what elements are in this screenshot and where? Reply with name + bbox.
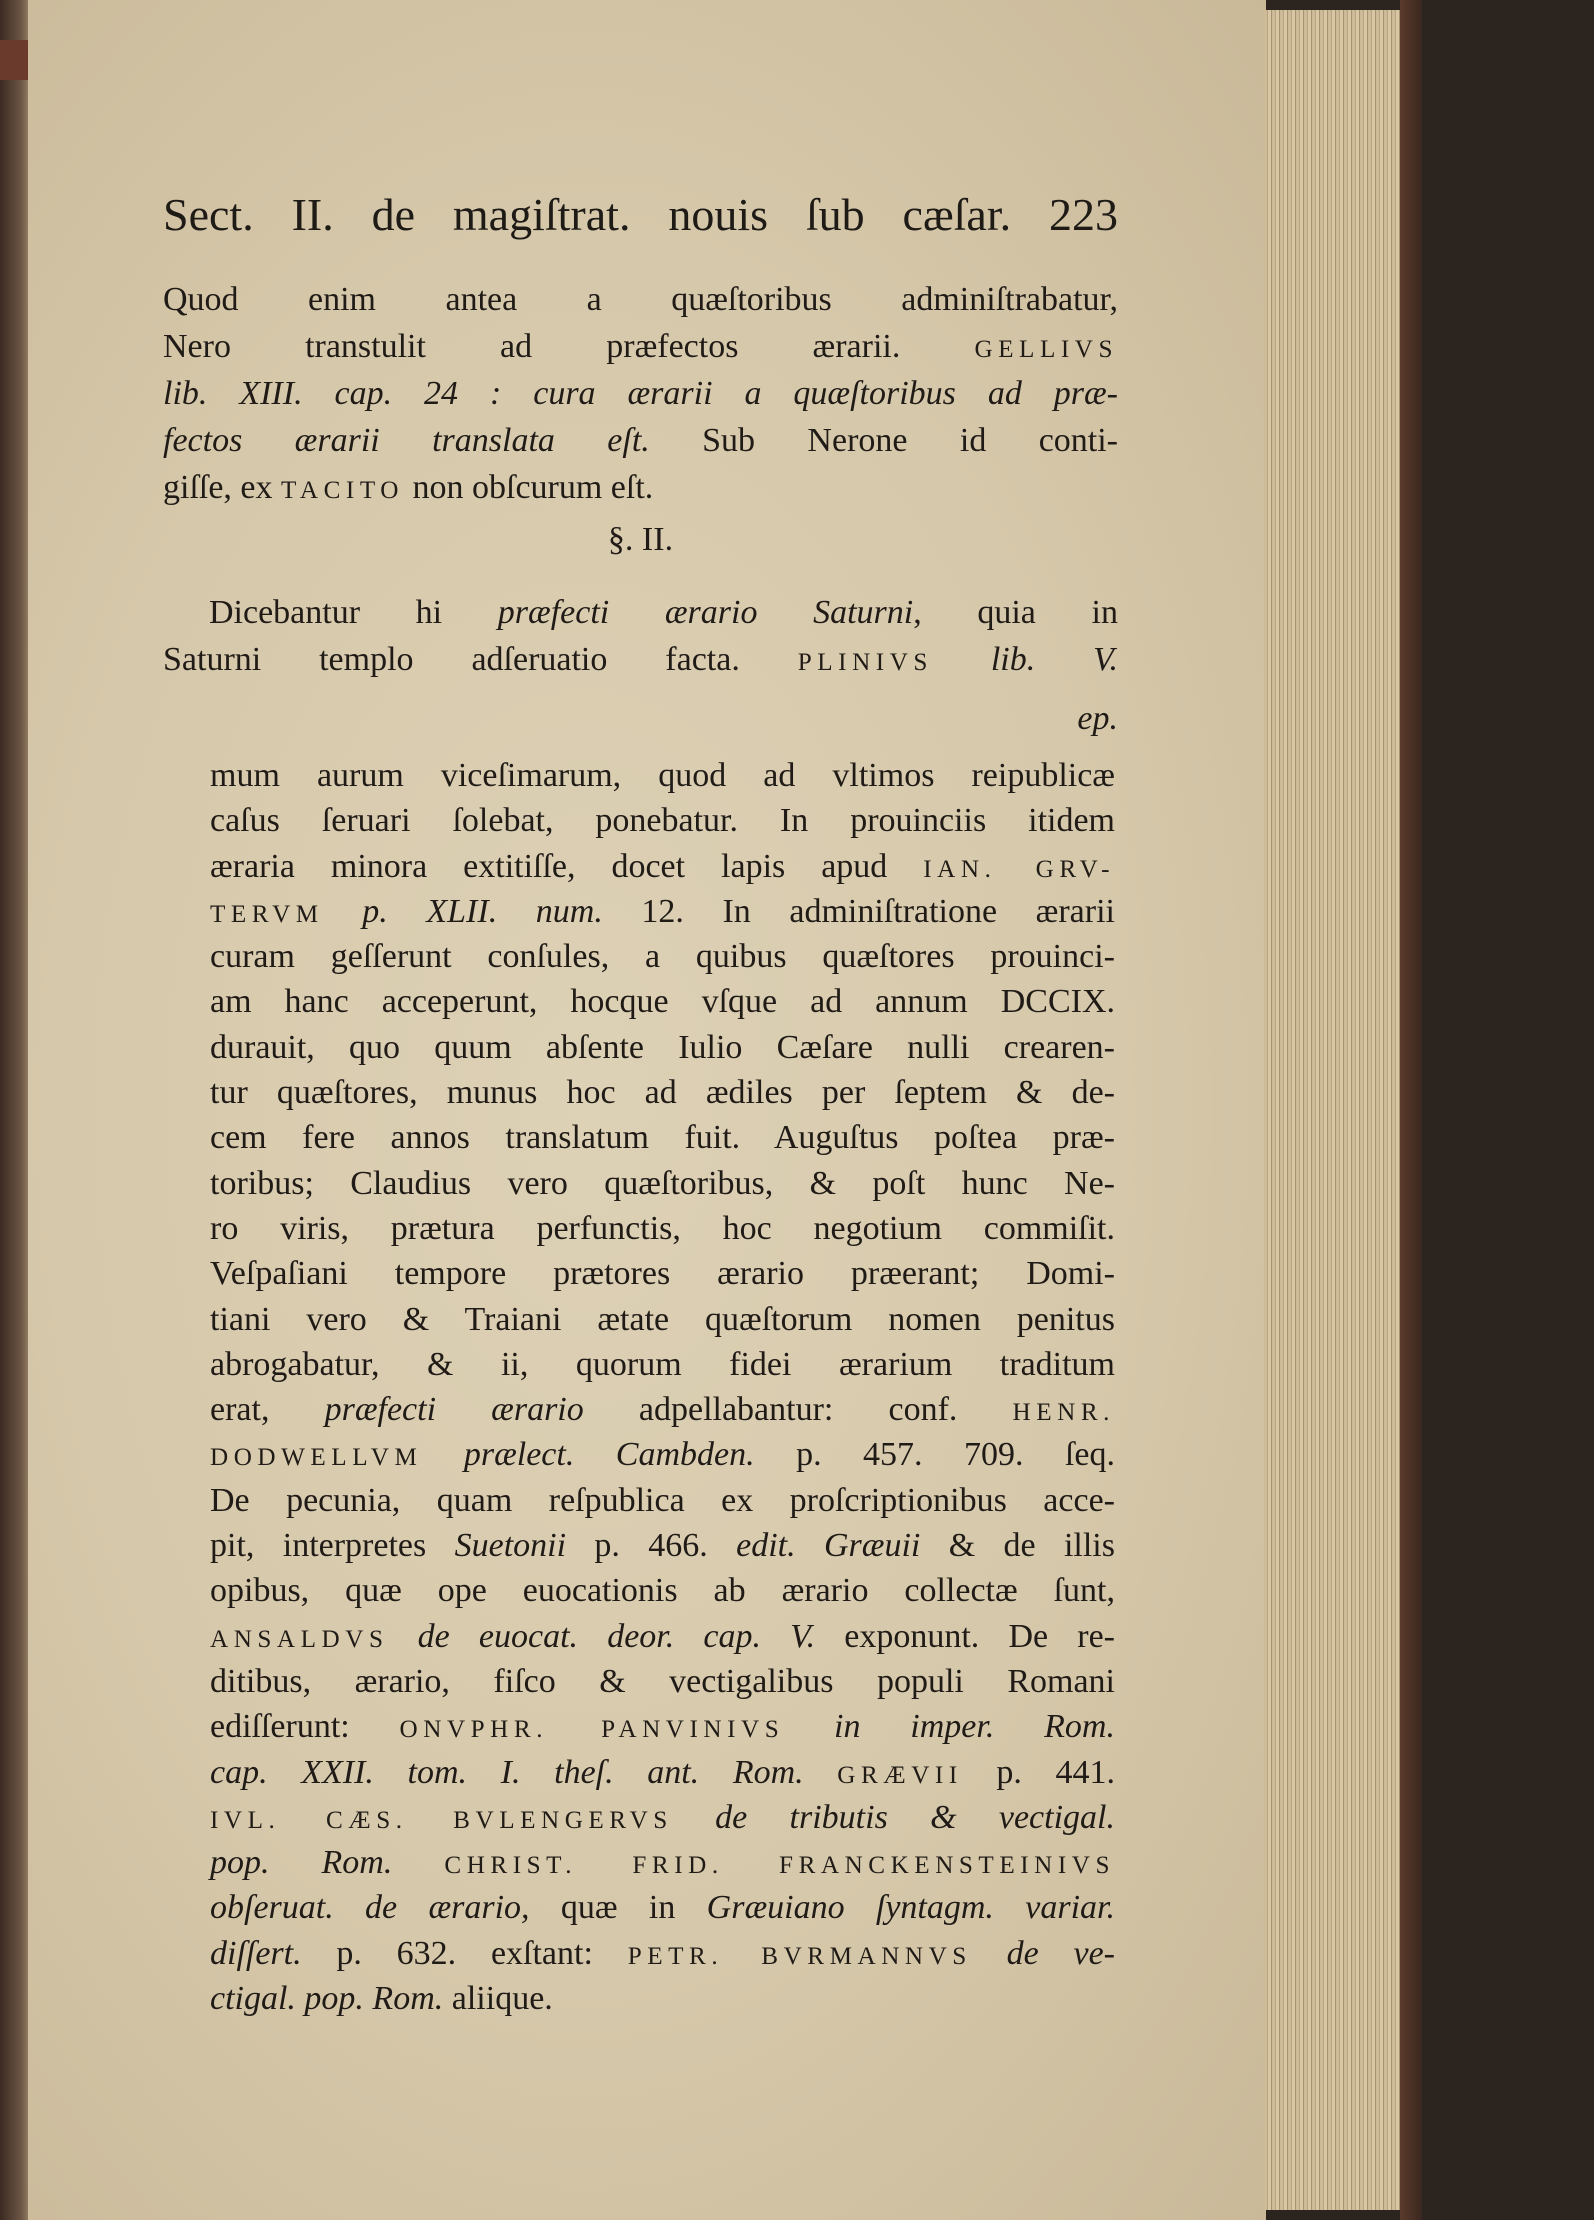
text-line xyxy=(210,844,1115,889)
small-caps-name: TERVM xyxy=(210,900,324,928)
text-line xyxy=(210,753,1115,798)
text-run: cem fere annos translatum fuit. Auguſtus poſtea præ- xyxy=(210,1119,1115,1157)
text-line xyxy=(210,1387,1115,1432)
text-line xyxy=(210,1025,1115,1070)
text-run: De pecunia, quam reſpublica ex proſcriptionibus acce- xyxy=(210,1481,1115,1519)
small-caps-name: GRÆVII xyxy=(837,1761,963,1789)
text-run: toribus; Claudius vero quæſtoribus, & poſt hunc Ne- xyxy=(210,1164,1115,1202)
text-line xyxy=(163,323,1118,370)
text-run: Quod enim antea a quæſtoribus adminiſtrabatur, xyxy=(163,281,1118,318)
small-caps-name: TACITO xyxy=(281,477,404,504)
italic-text: lib. XIII. cap. 24 : cura ærarii a quæſtoribus ad præ- xyxy=(163,375,1118,412)
text-line xyxy=(210,1432,1115,1477)
text-run: Sub Nerone id conti- xyxy=(649,422,1119,459)
italic-text: Suetonii xyxy=(454,1527,567,1565)
small-caps-name: IAN. GRV- xyxy=(923,855,1115,883)
text-run: Nero transtulit ad præfectos ærarii. xyxy=(163,328,975,365)
text-run: am hanc acceperunt, hocque vſque ad annum DCCIX. xyxy=(210,983,1115,1021)
italic-text: p. XLII. num. xyxy=(323,892,603,930)
italic-text: cap. XXII. tom. I. theſ. ant. Rom. xyxy=(210,1753,838,1791)
text-run: Saturni templo adſeruatio facta. xyxy=(163,641,798,678)
italic-text: de euocat. deor. cap. V. xyxy=(388,1617,816,1655)
text-line xyxy=(210,1251,1115,1296)
running-header xyxy=(163,186,1118,244)
text-run: giſſe, ex xyxy=(163,469,282,506)
text-run: tiani vero & Traiani ætate quæſtorum nomen penitus xyxy=(210,1300,1115,1338)
italic-text: de ve- xyxy=(971,1934,1115,1972)
text-line xyxy=(210,1750,1115,1795)
text-run: tur quæſtores, munus hoc ad ædiles per ſeptem & de- xyxy=(210,1074,1115,1112)
italic-text: pop. Rom. xyxy=(210,1844,445,1882)
text-run: aliique. xyxy=(443,1980,553,2018)
text-run: §. II. xyxy=(607,521,674,558)
text-run: caſus ſeruari ſolebat, ponebatur. In prouinciis itidem xyxy=(210,802,1115,840)
italic-text: Græuiano ſyntagm. variar. xyxy=(706,1889,1115,1927)
italic-text: ctigal. pop. Rom. xyxy=(210,1980,444,2018)
italic-text: in imper. Rom. xyxy=(784,1708,1115,1746)
text-run: durauit, quo quum abſente Iulio Cæſare nulli crearen- xyxy=(210,1028,1115,1066)
italic-text: diſſert. xyxy=(210,1934,302,1972)
text-run: p. 441. xyxy=(962,1753,1115,1791)
text-run: ediſſerunt: xyxy=(210,1708,400,1746)
text-line xyxy=(210,798,1115,843)
text-run: pit, interpretes xyxy=(210,1527,455,1565)
note-text-block xyxy=(210,753,1115,2021)
italic-text: de tributis & vectigal. xyxy=(672,1798,1115,1836)
text-line xyxy=(210,1568,1115,1613)
text-line xyxy=(163,589,1118,636)
text-run: p. 632. exſtant: xyxy=(301,1934,628,1972)
italic-text: præfecti ærario Saturni xyxy=(497,594,914,631)
text-line xyxy=(163,464,1118,511)
text-line xyxy=(210,1614,1115,1659)
page-number: 223 xyxy=(1049,189,1119,240)
small-caps-name: IVL. CÆS. BVLENGERVS xyxy=(210,1806,673,1834)
text-line xyxy=(210,1161,1115,1206)
text-line xyxy=(210,889,1115,934)
text-run: curam geſſerunt conſules, a quibus quæſtores prouinci- xyxy=(210,938,1115,976)
text-line xyxy=(210,1704,1115,1749)
text-run: adpellabantur: conf. xyxy=(583,1391,1013,1429)
text-line xyxy=(210,1976,1115,2021)
text-line xyxy=(210,1115,1115,1160)
small-caps-name: GELLIVS xyxy=(974,336,1118,363)
italic-text: lib. V. xyxy=(932,641,1119,678)
text-run: mum aurum viceſimarum, quod ad vltimos reipublicæ xyxy=(210,757,1115,794)
text-line xyxy=(210,1342,1115,1387)
main-text-block xyxy=(163,276,1118,742)
text-line xyxy=(163,695,1118,742)
small-caps-name: DODWELLVM xyxy=(210,1444,423,1472)
text-line xyxy=(210,1795,1115,1840)
text-run: 12. In adminiſtratione ærarii xyxy=(602,892,1115,930)
italic-text: fectos ærarii translata eſt. xyxy=(163,422,650,459)
text-run: p. 457. 709. ſeq. xyxy=(754,1436,1115,1474)
italic-text: obſeruat. de ærario, xyxy=(210,1889,530,1927)
text-line xyxy=(210,979,1115,1024)
text-run: ditibus, ærario, fiſco & vectigalibus populi Romani xyxy=(210,1662,1115,1700)
small-caps-name: CHRIST. FRID. FRANCKENSTEINIVS xyxy=(444,1852,1115,1880)
text-run: æraria minora extitiſſe, docet lapis apud xyxy=(210,847,924,885)
text-run: exponunt. De re- xyxy=(815,1617,1116,1655)
text-run: non obſcurum eſt. xyxy=(404,469,654,506)
italic-text: edit. Græuii xyxy=(736,1527,921,1565)
small-caps-name: PETR. BVRMANNVS xyxy=(627,1942,972,1970)
text-line xyxy=(163,636,1118,683)
text-line xyxy=(210,1659,1115,1704)
book-cover-edge xyxy=(1400,0,1422,2220)
text-run: , quia in xyxy=(913,594,1118,631)
text-line xyxy=(210,1885,1115,1930)
text-run: Dicebantur hi xyxy=(209,594,498,631)
text-run: p. 466. xyxy=(566,1527,737,1565)
text-line xyxy=(210,1840,1115,1885)
small-caps-name: PLINIVS xyxy=(797,649,933,676)
small-caps-name: ANSALDVS xyxy=(210,1625,389,1653)
text-run: quæ in xyxy=(529,1889,707,1927)
text-line xyxy=(163,370,1118,417)
italic-text: ep. xyxy=(1077,700,1118,737)
text-line xyxy=(163,417,1118,464)
page-stack-edges xyxy=(1264,10,1402,2210)
text-line xyxy=(210,934,1115,979)
italic-text: prælect. Cambden. xyxy=(422,1436,755,1474)
italic-text: præfecti ærario xyxy=(324,1391,584,1429)
text-line xyxy=(210,1206,1115,1251)
text-run: ro viris, prætura perfunctis, hoc negotium commiſit. xyxy=(210,1209,1115,1247)
facing-page-edge xyxy=(0,0,30,2220)
text-run: erat, xyxy=(210,1391,325,1429)
text-run: & de illis xyxy=(920,1527,1115,1565)
text-line xyxy=(210,1478,1115,1523)
text-run: Veſpaſiani tempore prætores ærario præerant; Domi- xyxy=(210,1255,1115,1293)
text-line xyxy=(210,1297,1115,1342)
text-line xyxy=(210,1523,1115,1568)
text-line xyxy=(210,1070,1115,1115)
text-line xyxy=(210,1931,1115,1976)
small-caps-name: HENR. xyxy=(1012,1399,1115,1427)
small-caps-name: ONVPHR. PANVINIVS xyxy=(399,1716,785,1744)
text-run: opibus, quæ ope euocationis ab ærario collectæ ſunt, xyxy=(210,1572,1115,1610)
text-run: abrogabatur, & ii, quorum fidei ærarium traditum xyxy=(210,1345,1115,1383)
section-heading xyxy=(163,516,1118,563)
running-title: Sect. II. de magiſtrat. nouis ſub cæſar. xyxy=(163,189,1012,240)
text-line xyxy=(163,276,1118,323)
